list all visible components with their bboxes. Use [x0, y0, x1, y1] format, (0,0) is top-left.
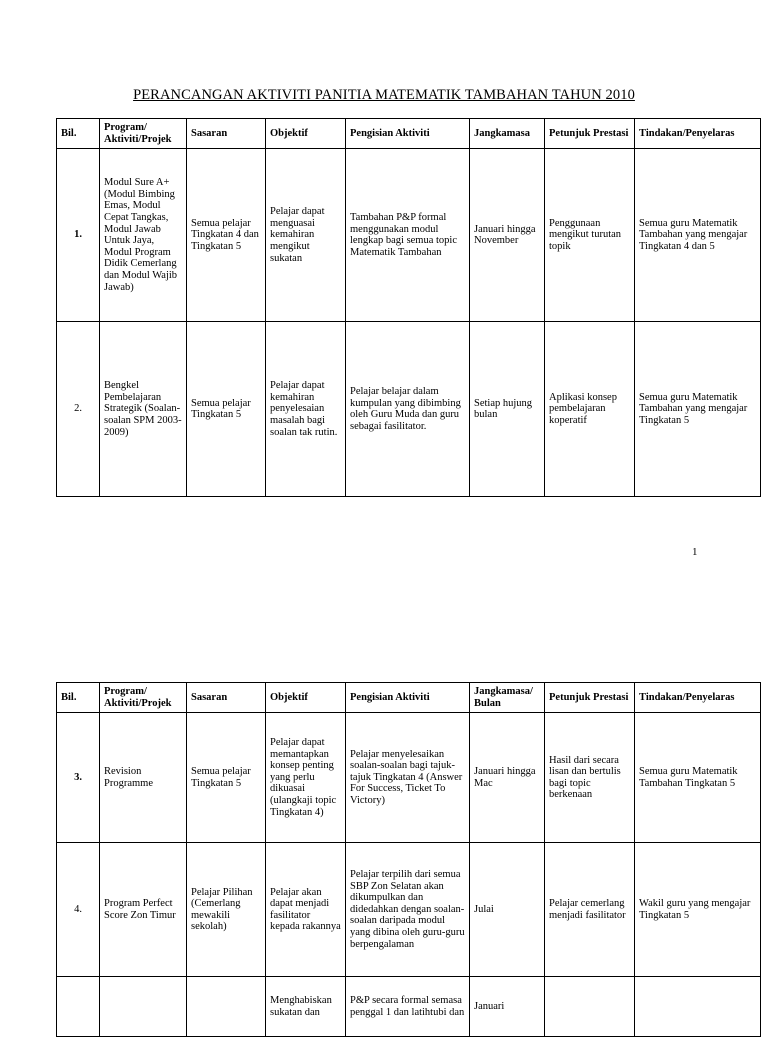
cell-program: Revision Programme	[100, 713, 187, 843]
header-petunjuk: Petunjuk Prestasi	[545, 119, 635, 149]
cell-program: Modul Sure A+ (Modul Bimbing Emas, Modul Cepat Tangkas, Modul Jawab Untuk Jaya, Modul Program Didik Cemerlang dan Modul Wajib Jawab)	[100, 149, 187, 322]
cell-objektif: Pelajar dapat memantapkan konsep penting yang perlu dikuasai (ulangkaji topic Tingkatan 4)	[266, 713, 346, 843]
cell-jangkamasa: Julai	[470, 843, 545, 977]
cell-petunjuk: Penggunaan mengikut turutan topik	[545, 149, 635, 322]
cell-program	[100, 977, 187, 1037]
cell-jangkamasa: Januari hingga Mac	[470, 713, 545, 843]
header-objektif: Objektif	[266, 119, 346, 149]
cell-sasaran	[187, 977, 266, 1037]
header-sasaran: Sasaran	[187, 119, 266, 149]
cell-pengisian: Pelajar menyelesaikan soalan-soalan bagi tajuk-tajuk Tingkatan 4 (Answer For Success, Ticket To Victory)	[346, 713, 470, 843]
cell-pengisian: Pelajar belajar dalam kumpulan yang dibimbing oleh Guru Muda dan guru sebagai fasilitator.	[346, 322, 470, 497]
cell-objektif: Menghabiskan sukatan dan	[266, 977, 346, 1037]
table-row	[57, 149, 761, 322]
cell-tindakan: Wakil guru yang mengajar Tingkatan 5	[635, 843, 761, 977]
cell-tindakan	[635, 977, 761, 1037]
cell-jangkamasa: Setiap hujung bulan	[470, 322, 545, 497]
cell-tindakan: Semua guru Matematik Tambahan yang mengajar Tingkatan 4 dan 5	[635, 149, 761, 322]
table-row	[57, 322, 761, 497]
cell-petunjuk	[545, 977, 635, 1037]
header-pengisian: Pengisian Aktiviti	[346, 119, 470, 149]
header-jangkamasa: Jangkamasa/ Bulan	[470, 683, 545, 713]
cell-pengisian: Pelajar terpilih dari semua SBP Zon Selatan akan dikumpulkan dan didedahkan dengan soalan-soalan daripada modul yang dibina oleh guru-guru berpengalaman	[346, 843, 470, 977]
cell-program: Bengkel Pembelajaran Strategik (Soalan-soalan SPM 2003-2009)	[100, 322, 187, 497]
page-number: 1	[692, 546, 698, 558]
cell-sasaran: Semua pelajar Tingkatan 5	[187, 322, 266, 497]
header-program: Program/ Aktiviti/Projek	[100, 683, 187, 713]
activity-table-2	[56, 682, 761, 1037]
header-program: Program/ Aktiviti/Projek	[100, 119, 187, 149]
header-pengisian: Pengisian Aktiviti	[346, 683, 470, 713]
table-row	[57, 713, 761, 843]
cell-jangkamasa: Januari	[470, 977, 545, 1037]
cell-objektif: Pelajar dapat menguasai kemahiran mengikut sukatan	[266, 149, 346, 322]
table-row	[57, 843, 761, 977]
cell-pengisian: Tambahan P&P formal menggunakan modul lengkap bagi semua topic Matematik Tambahan	[346, 149, 470, 322]
cell-sasaran: Pelajar Pilihan (Cemerlang mewakili sekolah)	[187, 843, 266, 977]
header-petunjuk: Petunjuk Prestasi	[545, 683, 635, 713]
cell-sasaran: Semua pelajar Tingkatan 4 dan Tingkatan 5	[187, 149, 266, 322]
header-bil: Bil.	[57, 683, 100, 713]
cell-bil: 4.	[57, 843, 100, 977]
cell-jangkamasa: Januari hingga November	[470, 149, 545, 322]
document-title: PERANCANGAN AKTIVITI PANITIA MATEMATIK TAMBAHAN TAHUN 2010	[133, 87, 635, 103]
cell-sasaran: Semua pelajar Tingkatan 5	[187, 713, 266, 843]
header-jangkamasa: Jangkamasa	[470, 119, 545, 149]
cell-bil: 1.	[57, 149, 100, 322]
cell-petunjuk: Aplikasi konsep pembelajaran koperatif	[545, 322, 635, 497]
cell-objektif: Pelajar dapat kemahiran penyelesaian masalah bagi soalan tak rutin.	[266, 322, 346, 497]
cell-tindakan: Semua guru Matematik Tambahan yang mengajar Tingkatan 5	[635, 322, 761, 497]
cell-objektif: Pelajar akan dapat menjadi fasilitator kepada rakannya	[266, 843, 346, 977]
cell-petunjuk: Hasil dari secara lisan dan bertulis bagi topic berkenaan	[545, 713, 635, 843]
cell-program: Program Perfect Score Zon Timur	[100, 843, 187, 977]
cell-petunjuk: Pelajar cemerlang menjadi fasilitator	[545, 843, 635, 977]
header-tindakan: Tindakan/Penyelaras	[635, 119, 761, 149]
cell-bil: 3.	[57, 713, 100, 843]
cell-bil: 2.	[57, 322, 100, 497]
cell-tindakan: Semua guru Matematik Tambahan Tingkatan 5	[635, 713, 761, 843]
header-bil: Bil.	[57, 119, 100, 149]
cell-pengisian: P&P secara formal semasa penggal 1 dan latihtubi dan	[346, 977, 470, 1037]
header-objektif: Objektif	[266, 683, 346, 713]
table-row	[57, 977, 761, 1037]
header-tindakan: Tindakan/Penyelaras	[635, 683, 761, 713]
activity-table-1	[56, 118, 761, 497]
header-sasaran: Sasaran	[187, 683, 266, 713]
cell-bil	[57, 977, 100, 1037]
